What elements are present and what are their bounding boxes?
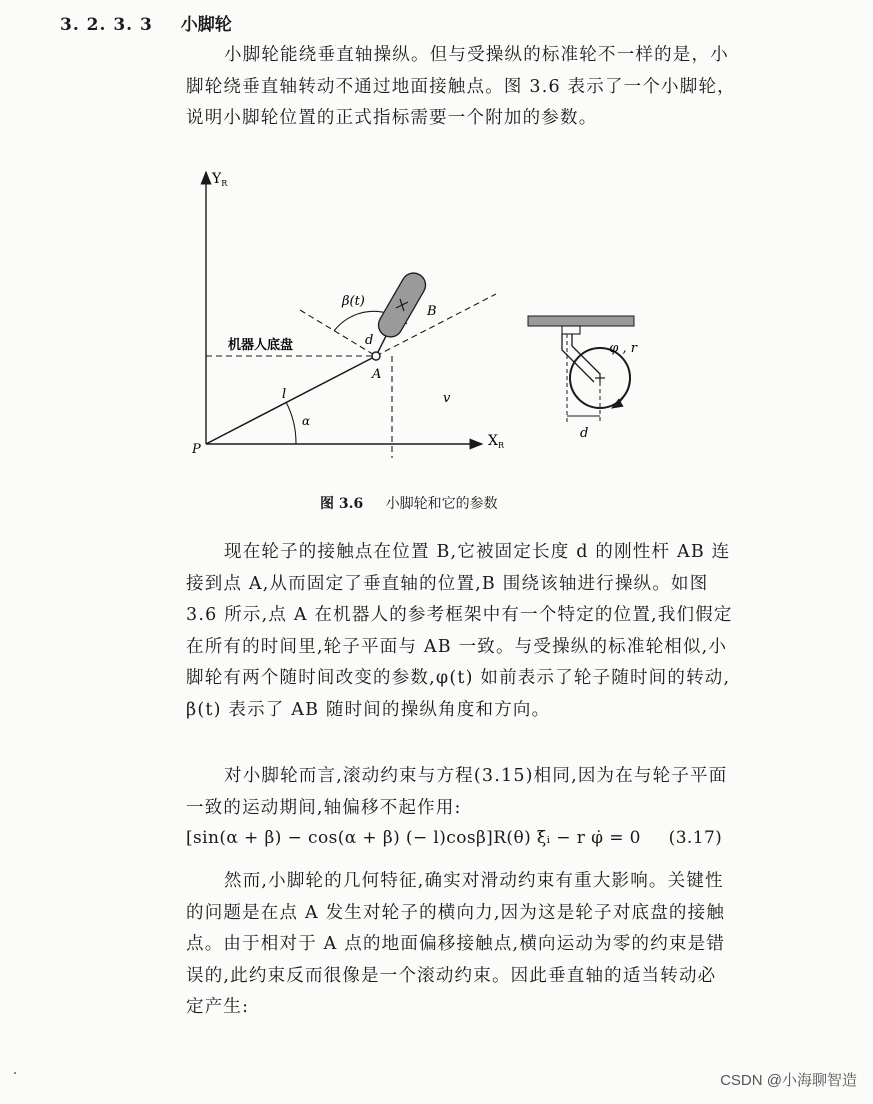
rotation-arrow xyxy=(612,366,630,408)
caster-fork xyxy=(562,334,600,382)
phi-r-label: φ , r xyxy=(609,341,637,356)
alpha-label: α xyxy=(302,414,311,428)
text-line: 定产生: xyxy=(186,997,250,1017)
paragraph-4 xyxy=(186,866,786,1024)
csdn-watermark: CSDN @小海聊智造 xyxy=(720,1072,857,1089)
l-line xyxy=(206,356,376,444)
equation-number: (3.17) xyxy=(668,828,723,848)
beta-label: β(t) xyxy=(342,294,365,309)
text-line: 3.6 所示,点 A 在机器人的参考框架中有一个特定的位置,我们假定 xyxy=(186,605,733,625)
text-line: 脚轮绕垂直轴转动不通过地面接触点。图 3.6 表示了一个小脚轮， xyxy=(186,76,736,97)
text-line: 在所有的时间里,轮子平面与 AB 一致。与受操纵的标准轮相似,小 xyxy=(186,636,728,657)
text-line: 误的,此约束反而很像是一个滚动约束。因此垂直轴的适当转动必 xyxy=(186,965,717,986)
text-line: 一致的运动期间,轴偏移不起作用: xyxy=(186,797,462,818)
text-line: 接到点 A,从而固定了垂直轴的位置,B 围绕该轴进行操纵。如图 xyxy=(186,573,709,594)
section-heading xyxy=(60,10,232,35)
text-line: 说明小脚轮位置的正式指标需要一个附加的参数。 xyxy=(186,108,598,128)
d-label: d xyxy=(365,333,374,348)
pivot-a xyxy=(372,352,380,360)
section-title: 小脚轮 xyxy=(180,15,232,35)
p-label: P xyxy=(192,442,201,457)
xr-label: $X_R$ xyxy=(488,433,504,450)
mount-block xyxy=(562,326,580,334)
equation-3-17 xyxy=(186,828,722,848)
text-line: 现在轮子的接触点在位置 B,它被固定长度 d 的刚性杆 AB 连 xyxy=(224,542,731,562)
caption-text: 小脚轮和它的参数 xyxy=(385,496,498,512)
l-label: l xyxy=(282,387,287,402)
text-line: 小脚轮能绕垂直轴操纵。但与受操纵的标准轮不一样的是，小 xyxy=(224,45,729,65)
paragraph-3 xyxy=(186,761,786,824)
text-line: β(t) 表示了 AB 随时间的操纵角度和方向。 xyxy=(186,699,551,720)
text-line: 点。由于相对于 A 点的地面偏移接触点,横向运动为零的约束是错 xyxy=(186,934,726,954)
d-offset-label: d xyxy=(580,426,589,441)
equation-body: [sin(α + β) − cos(α + β) (− l)cosβ]R(θ) ξ̇ᵢ − r φ̇ = 0 xyxy=(186,828,641,848)
caster-wheel-figure xyxy=(182,160,642,465)
b-label: B xyxy=(427,304,437,319)
figure-caption xyxy=(320,493,498,513)
text-line: 的问题是在点 A 发生对轮子的横向力,因为这是轮子对底盘的接触 xyxy=(186,902,726,923)
scan-speck xyxy=(14,1072,16,1074)
text-line: 对小脚轮而言,滚动约束与方程(3.15)相同,因为在与轮子平面 xyxy=(224,766,728,786)
a-label: A xyxy=(372,367,382,382)
paragraph-2 xyxy=(186,537,786,726)
text-line: 然而,小脚轮的几何特征,确实对滑动约束有重大影响。关键性 xyxy=(224,871,724,891)
caption-number: 图 3.6 xyxy=(320,496,364,512)
yr-label: $Y_R$ xyxy=(212,171,228,188)
section-number: 3. 2. 3. 3 xyxy=(60,15,153,35)
mount-plate xyxy=(528,316,634,326)
intro-paragraph xyxy=(186,40,786,135)
text-line: 脚轮有两个随时间改变的参数,φ(t) 如前表示了轮子随时间的转动, xyxy=(186,668,731,688)
chassis-label: 机器人底盘 xyxy=(228,338,294,353)
v-label: v xyxy=(443,391,451,406)
alpha-arc xyxy=(286,402,296,444)
